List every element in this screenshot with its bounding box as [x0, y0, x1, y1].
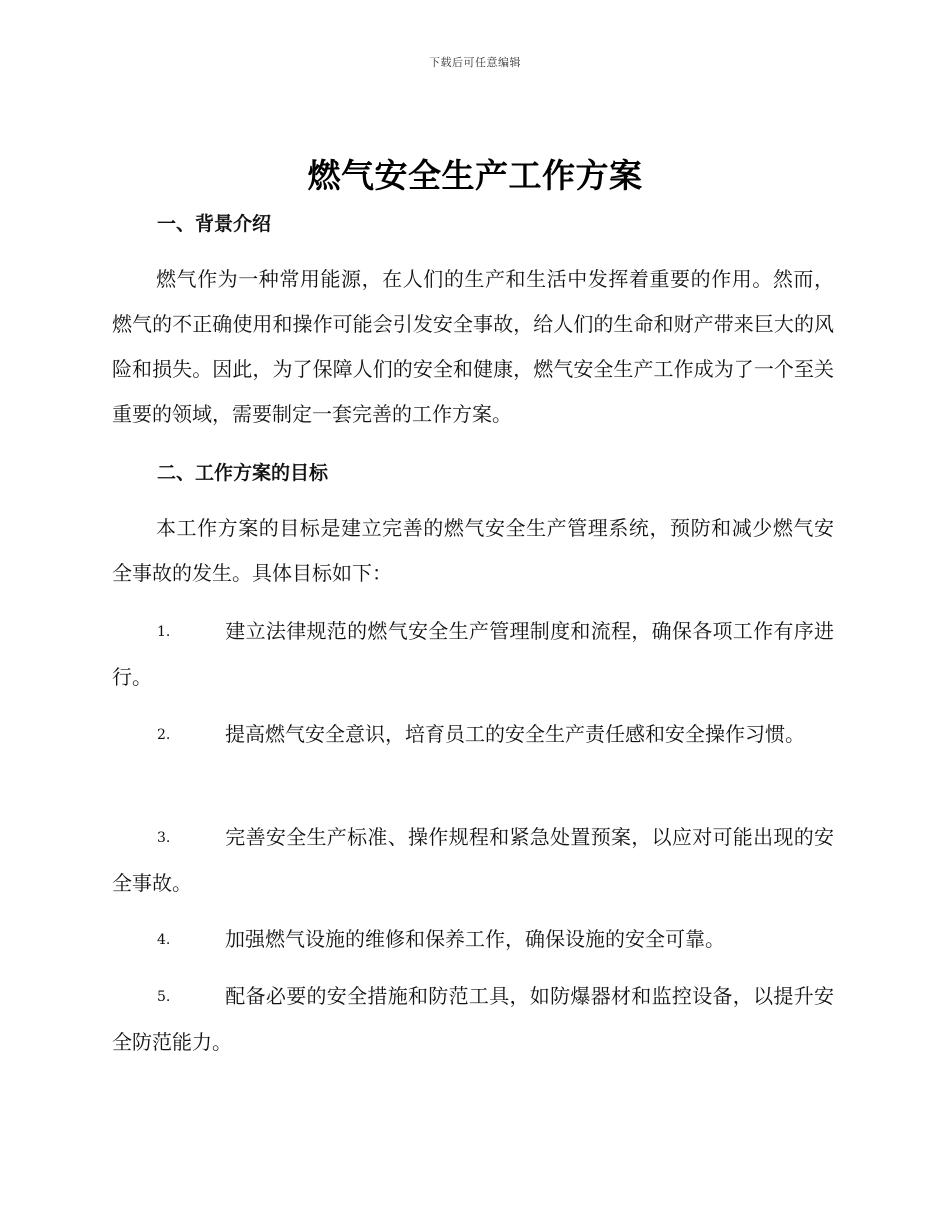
list-item-number: 2.	[157, 727, 171, 743]
background-paragraph: 燃气作为一种常用能源，在人们的生产和生活中发挥着重要的作用。然而，燃气的不正确使用和操作可能会引发安全事故，给人们的生命和财产带来巨大的风险和损失。因此，为了保障人们的安全和健康，燃气安全生产工作成为了一个至关重要的领域，需要制定一套完善的工作方案。	[112, 267, 834, 426]
list-item-text: 配备必要的安全措施和防范工具，如防爆器材和监控设备，以提升安全防范能力。	[112, 984, 834, 1054]
list-item	[112, 815, 834, 906]
list-item	[112, 917, 834, 963]
list-item-number: 4.	[157, 932, 171, 948]
list-item-text: 完善安全生产标准、操作规程和紧急处置预案，以应对可能出现的安全事故。	[112, 825, 834, 895]
list-item-text: 加强燃气设施的维修和保养工作，确保设施的安全可靠。	[225, 927, 725, 951]
section-heading-goals: 二、工作方案的目标	[157, 462, 329, 484]
list-item-text: 提高燃气安全意识，培育员工的安全生产责任感和安全操作习惯。	[225, 722, 805, 746]
section-heading-background: 一、背景介绍	[157, 213, 272, 235]
list-item-text: 建立法律规范的燃气安全生产管理制度和流程，确保各项工作有序进行。	[112, 619, 834, 689]
goals-intro-paragraph: 本工作方案的目标是建立完善的燃气安全生产管理系统，预防和减少燃气安全事故的发生。具体目标如下：	[112, 516, 834, 585]
list-item	[112, 609, 834, 700]
document-title: 燃气安全生产工作方案	[307, 156, 643, 195]
header-note: 下载后可任意编辑	[429, 56, 521, 69]
list-item-number: 5.	[157, 989, 171, 1005]
list-item-number: 3.	[157, 830, 171, 846]
list-item-number: 1.	[157, 624, 171, 640]
list-item	[112, 974, 834, 1065]
list-item	[112, 712, 834, 758]
